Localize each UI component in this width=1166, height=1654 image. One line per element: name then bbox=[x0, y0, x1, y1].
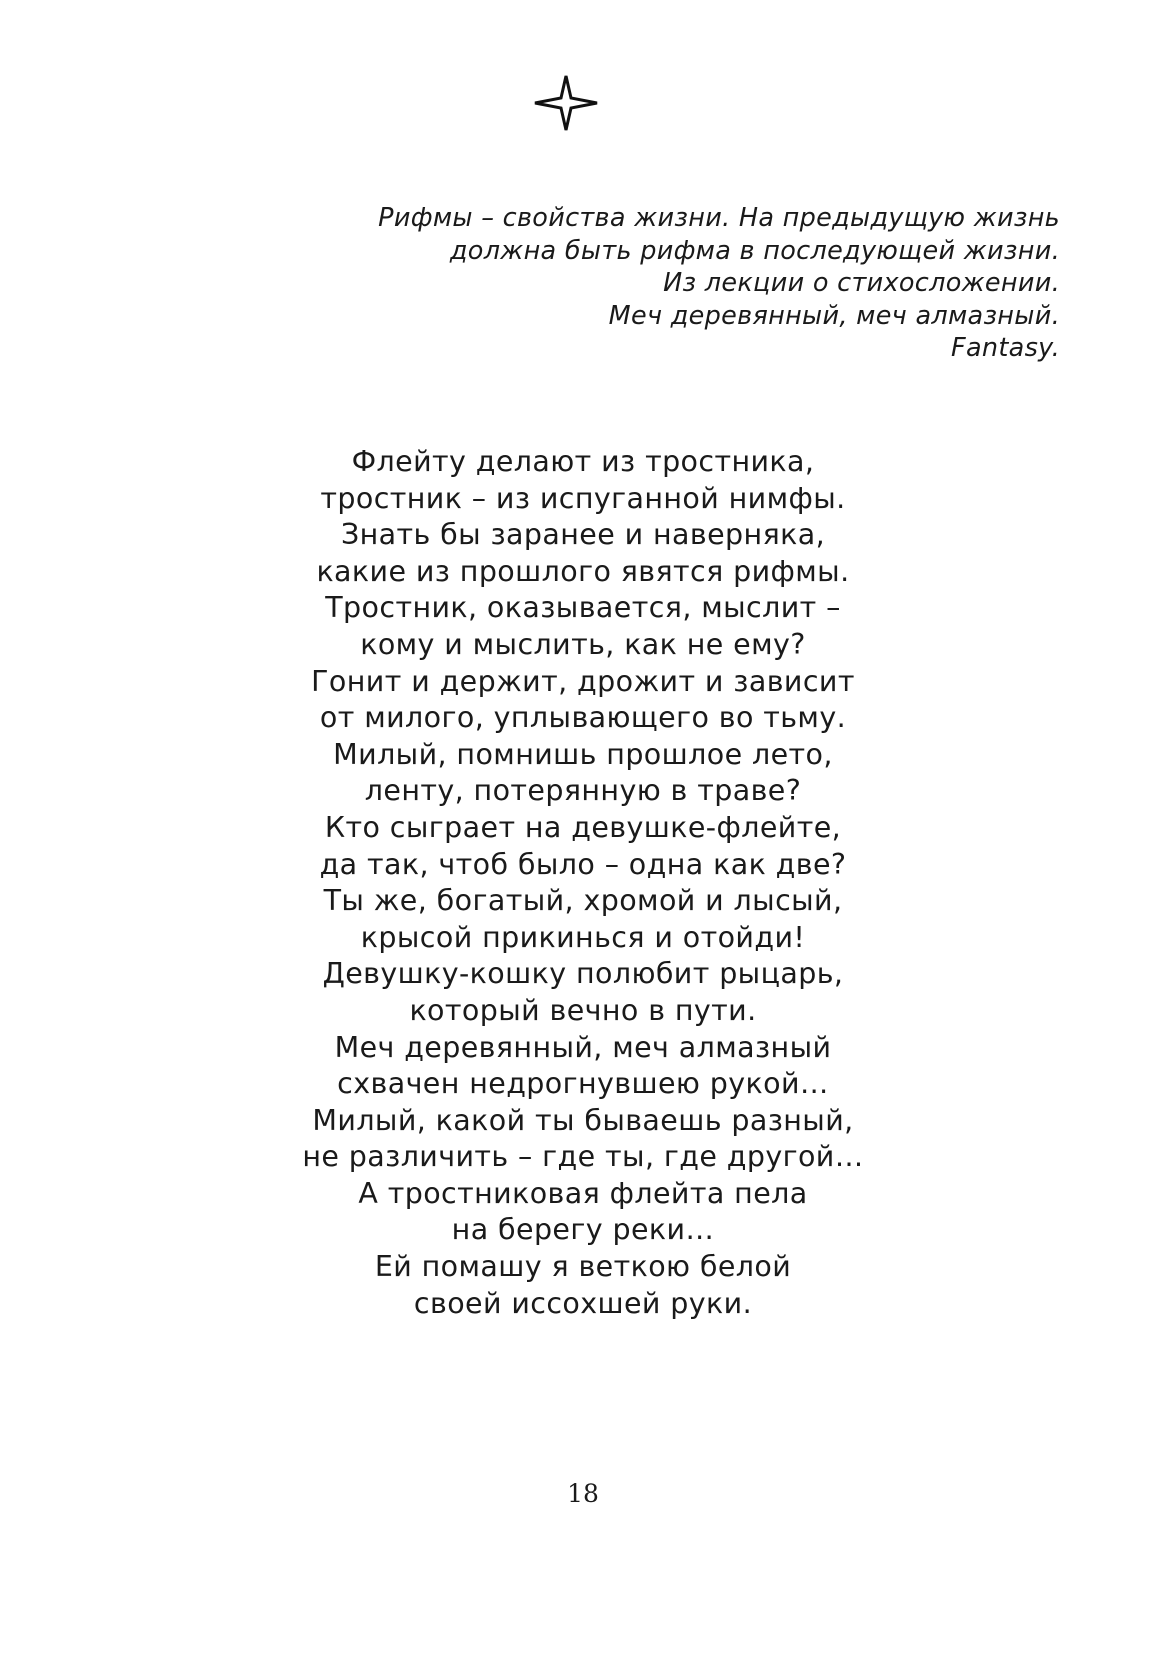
page-number: 18 bbox=[567, 1479, 599, 1508]
poem-line: Знать бы заранее и наверняка, bbox=[340, 518, 826, 552]
poem-line: Ты же, богатый, хромой и лысый, bbox=[323, 884, 843, 918]
poem-line: Флейту делают из тростника, bbox=[351, 445, 815, 478]
epigraph-source: Из лекции о стихосложении. bbox=[663, 268, 1060, 298]
epigraph-line: Рифмы – свойства жизни. На предыдущую жизнь bbox=[378, 203, 1060, 233]
poem-line: Гонит и держит, дрожит и зависит bbox=[311, 664, 855, 698]
poem-line: своей иссохшей руки. bbox=[413, 1286, 753, 1320]
poem-line: не различить – где ты, где другой… bbox=[302, 1140, 864, 1174]
poem-line: кому и мыслить, как не ему? bbox=[360, 627, 806, 661]
poem-line: от милого, уплывающего во тьму. bbox=[319, 701, 847, 735]
poem-line: Меч деревянный, меч алмазный bbox=[334, 1030, 832, 1064]
four-point-star-icon bbox=[533, 74, 599, 132]
poem-line: какие из прошлого явятся рифмы. bbox=[316, 554, 850, 588]
poem-line: Кто сыграет на девушке-флейте, bbox=[324, 810, 842, 844]
epigraph bbox=[378, 202, 1060, 365]
poem-line: схвачен недрогнувшею рукой… bbox=[337, 1067, 829, 1101]
poem-line: тростник – из испуганной нимфы. bbox=[320, 481, 846, 515]
poem-line: крысой прикинься и отойди! bbox=[360, 920, 806, 954]
poem-line: Девушку-кошку полюбит рыцарь, bbox=[322, 957, 844, 991]
poem-line: Милый, помнишь прошлое лето, bbox=[333, 737, 833, 771]
poem-line: который вечно в пути. bbox=[409, 993, 757, 1027]
poem-line: Ей помашу я веткою белой bbox=[374, 1250, 792, 1284]
poem-line: Милый, какой ты бываешь разный, bbox=[312, 1103, 854, 1137]
epigraph-line: должна быть рифма в последующей жизни. bbox=[449, 235, 1060, 266]
poem-line: ленту, потерянную в траве? bbox=[364, 774, 802, 808]
poem-line: Тростник, оказывается, мыслит – bbox=[325, 591, 841, 625]
poem bbox=[283, 444, 883, 1322]
epigraph-line: Меч деревянный, меч алмазный. bbox=[608, 300, 1060, 331]
poem-line: А тростниковая флейта пела bbox=[358, 1176, 808, 1210]
poem-line: на берегу реки… bbox=[451, 1213, 715, 1247]
poem-line: да так, чтоб было – одна как две? bbox=[319, 847, 847, 881]
epigraph-source: Fantasy. bbox=[951, 333, 1060, 363]
